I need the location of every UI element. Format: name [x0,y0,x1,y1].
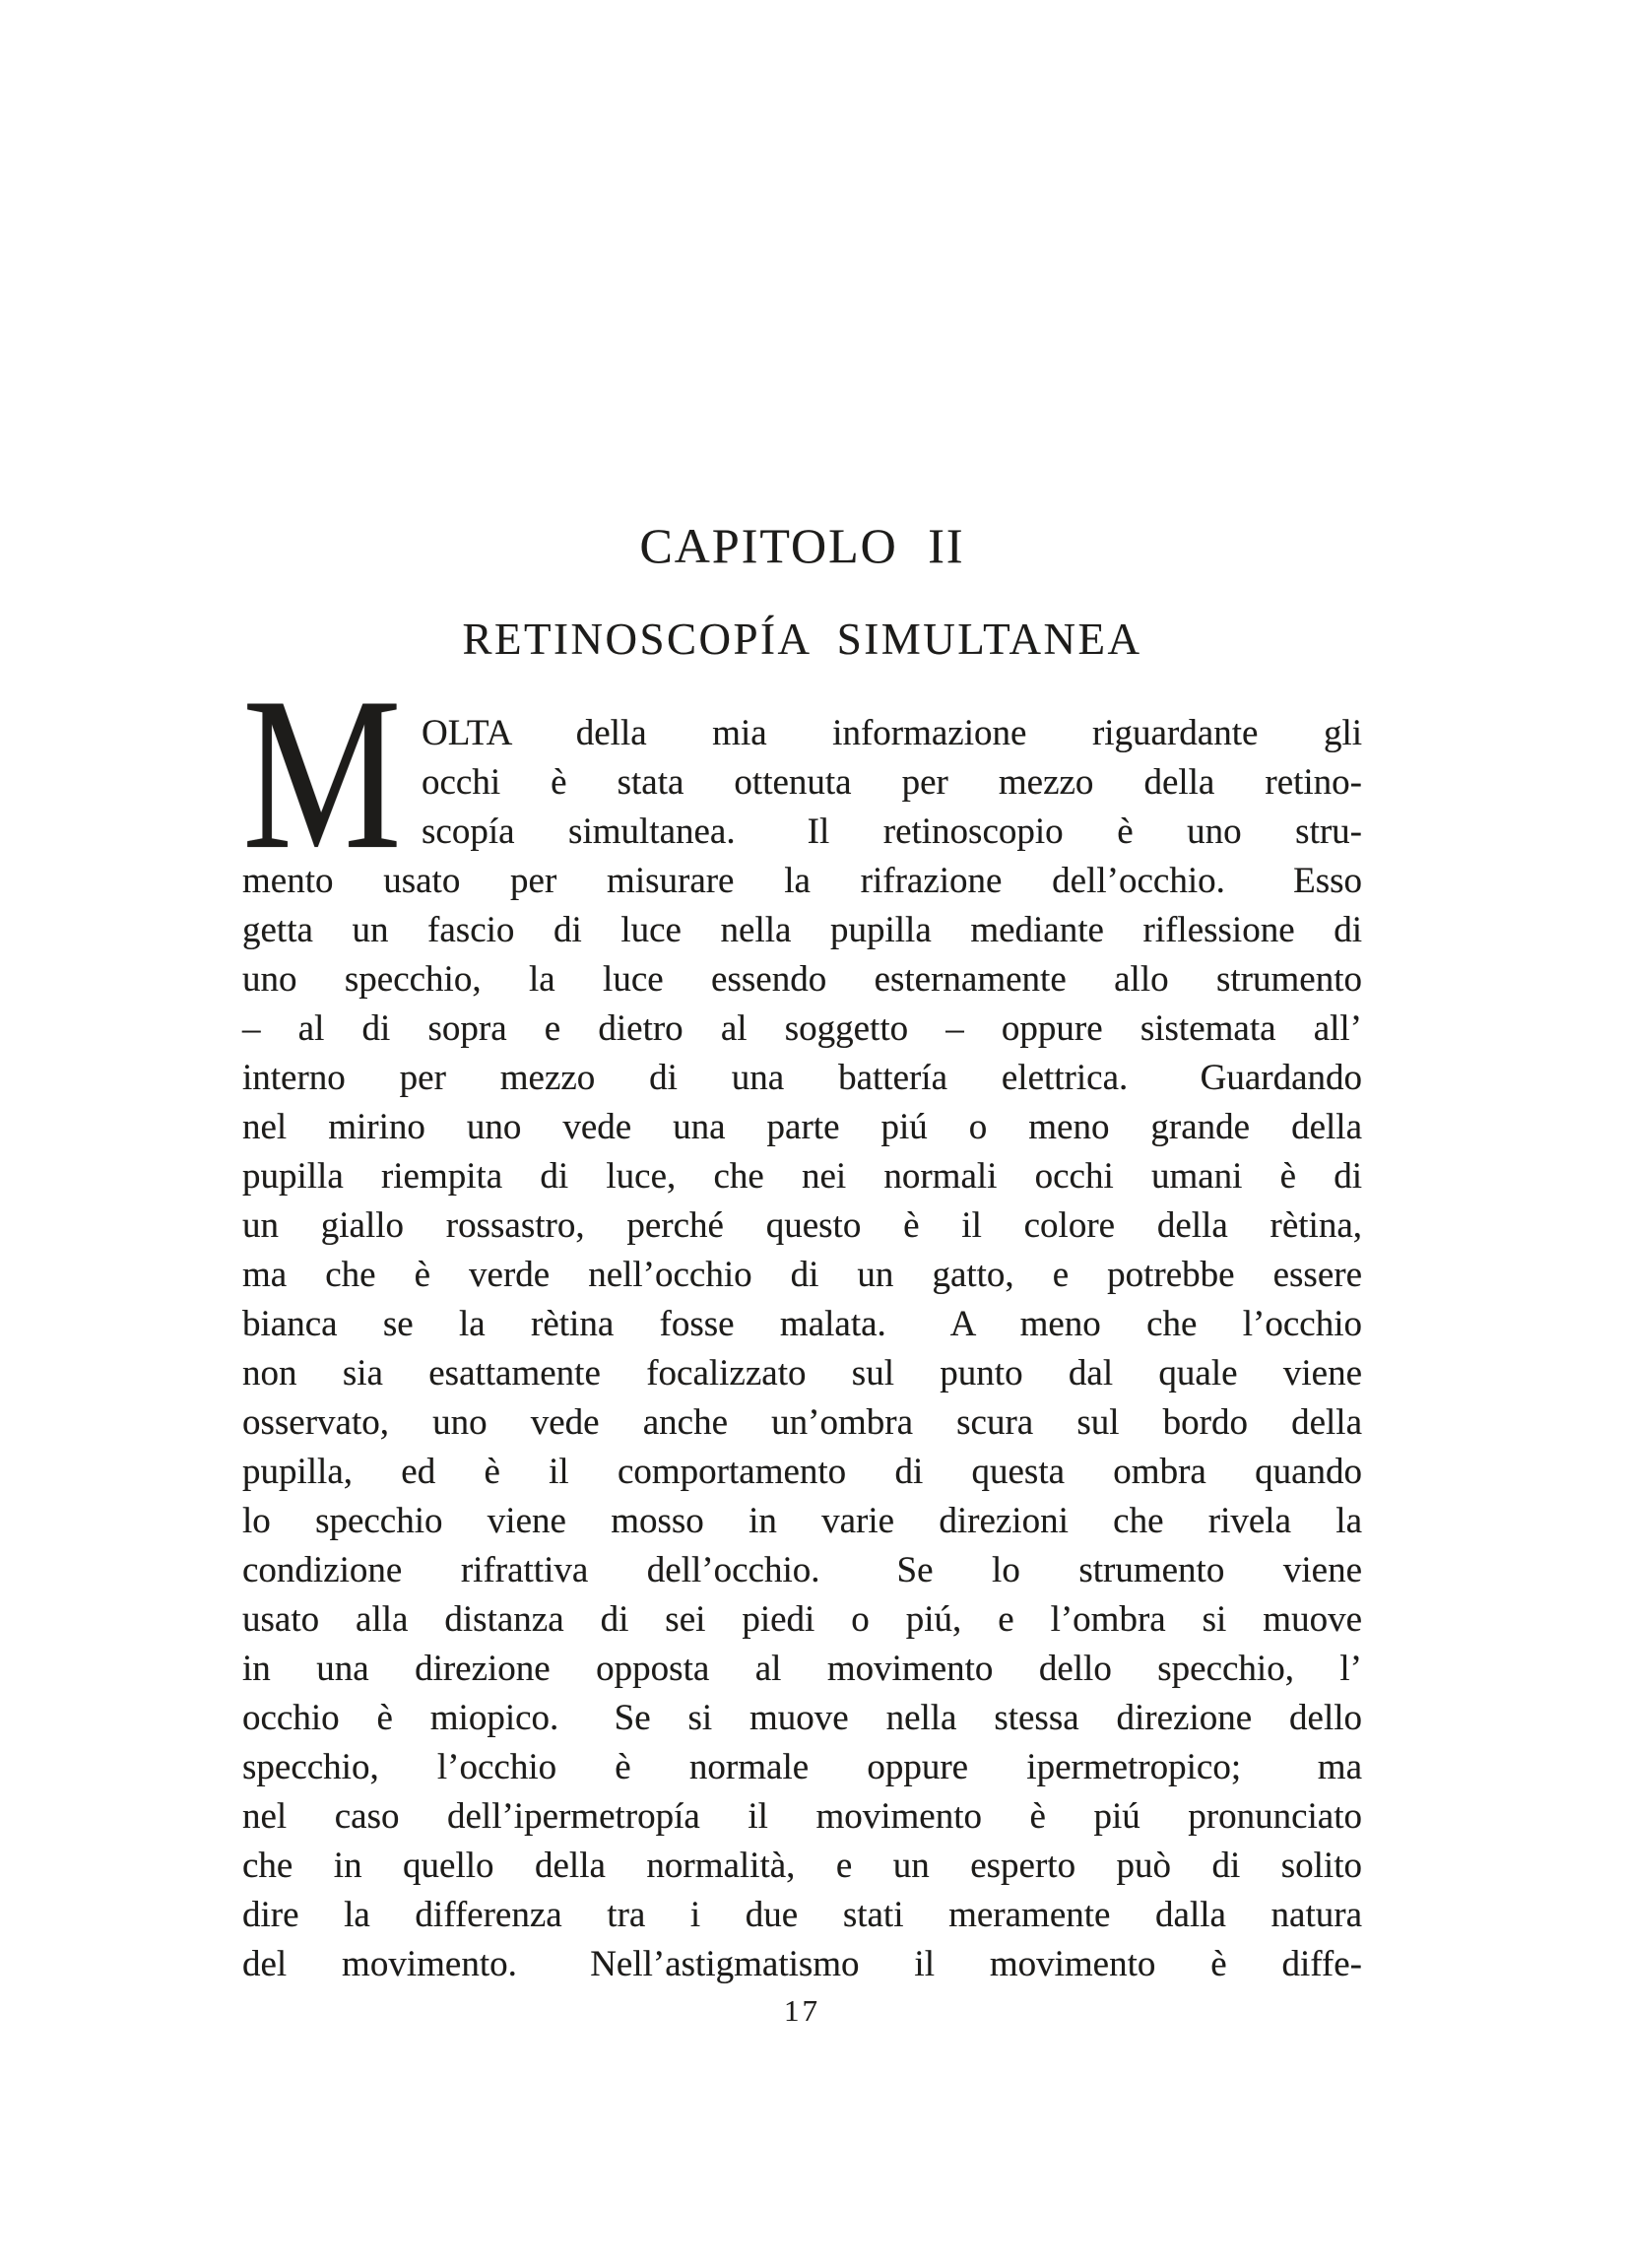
section-heading: RETINOSCOPÍA SIMULTANEA [462,615,1142,664]
paragraph-line: bianca se la rètina fosse malata. A meno che l’occhio [242,1304,1362,1344]
paragraph-line: occhi è stata ottenuta per mezzo della retino- [422,762,1362,803]
paragraph-line: nel caso dell’ipermetropía il movimento è piú pronunciato [242,1796,1362,1837]
paragraph-line: non sia esattamente focalizzato sul punto dal quale viene [242,1353,1362,1393]
paragraph-line: in una direzione opposta al movimento dello specchio, l’ [242,1649,1362,1689]
paragraph-lines [242,709,1362,1989]
paragraph-line: che in quello della normalità, e un esperto può di solito [242,1846,1362,1886]
page-number: 17 [784,1993,820,2028]
chapter-heading: CAPITOLO II [639,518,965,573]
paragraph-line: – al di sopra e dietro al soggetto – oppure sistemata all’ [242,1008,1362,1049]
paragraph-line: interno per mezzo di una battería elettrica. Guardando [242,1058,1362,1098]
paragraph-line: osservato, uno vede anche un’ombra scura sul bordo della [242,1402,1362,1443]
paragraph-line: dire la differenza tra i due stati meramente dalla natura [242,1895,1362,1935]
paragraph-line: occhio è miopico. Se si muove nella stessa direzione dello [242,1698,1362,1738]
paragraph-line: lo specchio viene mosso in varie direzioni che rivela la [242,1501,1362,1541]
paragraph-line: un giallo rossastro, perché questo è il colore della rètina, [242,1205,1362,1246]
paragraph-line: specchio, l’occhio è normale oppure ipermetropico; ma [242,1747,1362,1787]
paragraph-line: getta un fascio di luce nella pupilla mediante riflessione di [242,910,1362,950]
paragraph-line: scopía simultanea. Il retinoscopio è uno stru- [422,811,1362,852]
paragraph-line: ma che è verde nell’occhio di un gatto, e potrebbe essere [242,1255,1362,1295]
paragraph-line: condizione rifrattiva dell’occhio. Se lo strumento viene [242,1550,1362,1590]
paragraph-line: mento usato per misurare la rifrazione dell’occhio. Esso [242,861,1362,901]
paragraph-line: OLTA della mia informazione riguardante gli [422,713,1362,753]
body-paragraph [242,653,1362,1989]
paragraph-line: uno specchio, la luce essendo esternamente allo strumento [242,959,1362,1000]
drop-cap [242,653,422,895]
paragraph-line: usato alla distanza di sei piedi o piú, e l’ombra si muove [242,1599,1362,1640]
paragraph-line: pupilla, ed è il comportamento di questa ombra quando [242,1452,1362,1492]
paragraph-line: pupilla riempita di luce, che nei normali occhi umani è di [242,1156,1362,1197]
paragraph-line: nel mirino uno vede una parte piú o meno grande della [242,1107,1362,1147]
drop-cap-letter: M [242,653,402,895]
paragraph-line: del movimento. Nell’astigmatismo il movimento è diffe- [242,1944,1362,1984]
